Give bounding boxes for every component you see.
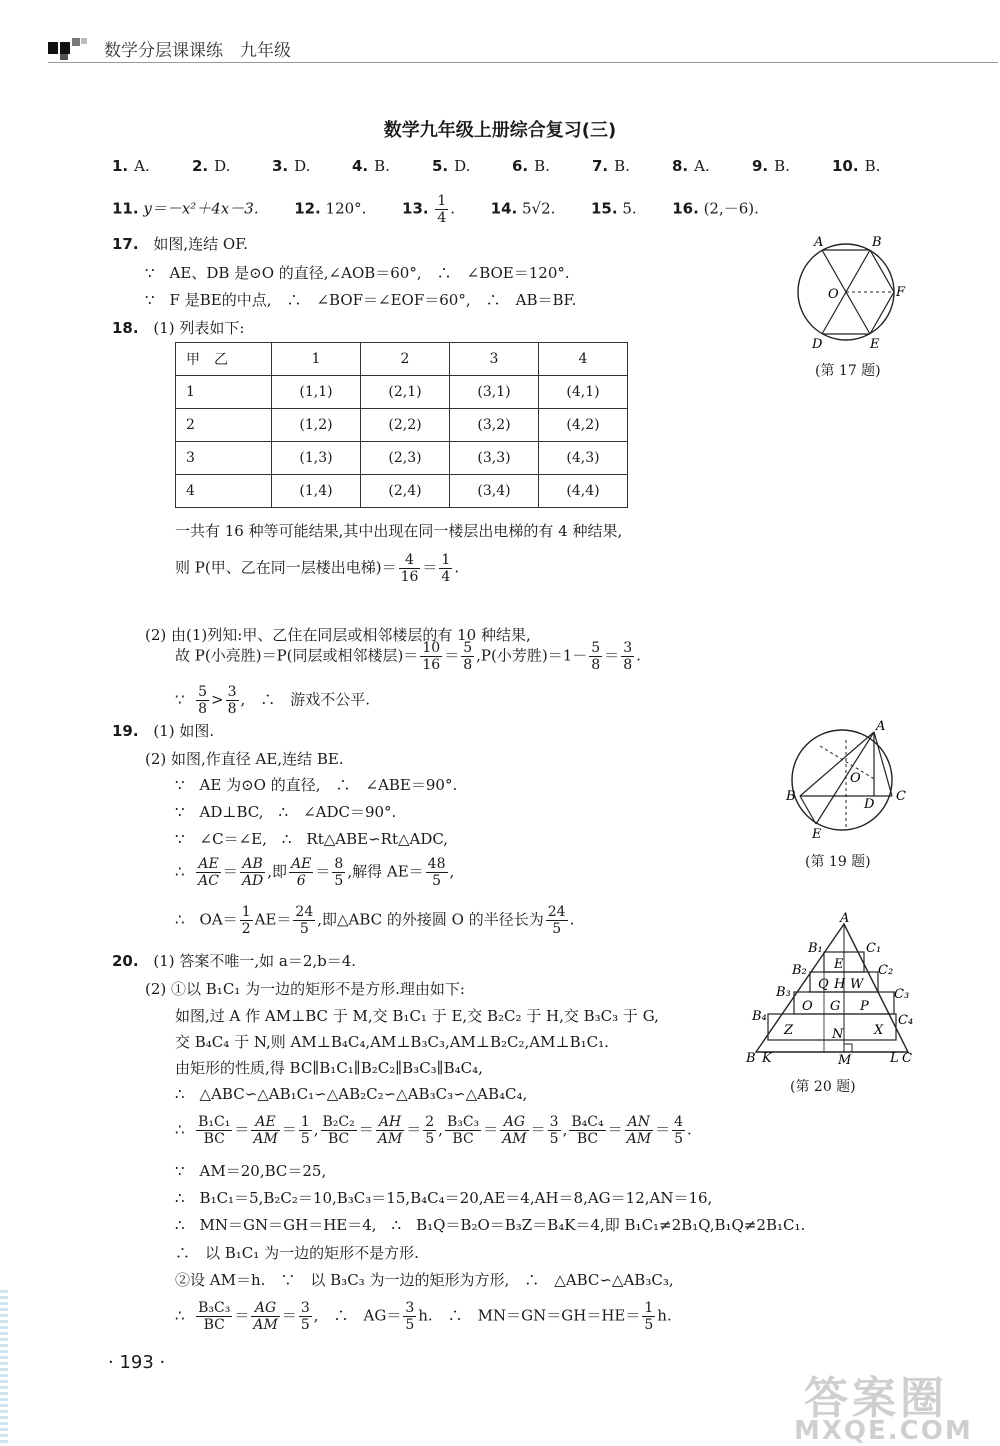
q20-line-5: 由矩形的性质,得 BC∥B₁C₁∥B₂C₂∥B₃C₃∥B₄C₄, [175, 1059, 483, 1077]
table-header-cell: 甲 乙 [176, 343, 272, 376]
q17-label-O: O [828, 287, 839, 302]
table-cell: (2,2) [361, 409, 450, 442]
table-header-row [176, 343, 628, 376]
table-cell: (3,4) [450, 475, 539, 508]
table-cell: 1 [176, 376, 272, 409]
q15-number: 15. [590, 199, 618, 218]
page-number: · 193 · [108, 1352, 166, 1373]
header-title: 数学分层课课练 九年级 [104, 41, 291, 61]
q18-line-2: 一共有 16 种等可能结果,其中出现在同一楼层出电梯的有 4 种结果, [175, 522, 623, 540]
q20-label-Z: Z [784, 1023, 794, 1038]
q11-answer: y＝－x²＋4x－3. [143, 199, 259, 218]
q20-label-C: C [902, 1051, 912, 1066]
q20-label-H: H [834, 977, 846, 992]
q20-label-B4: B₄ [752, 1009, 767, 1024]
watermark-logo: 答案圈 MXQE.COM [794, 1373, 973, 1446]
table-cell: (1,3) [272, 442, 361, 475]
q18-line-6: 故 P(小亮胜)＝P(同层或相邻楼层)＝ $\frac{10}{16}$ ＝ $\frac{5}{8}$ ,P(小芳胜)＝1－ $\frac{5}{8}$ ＝ $\frac{3}{8}$ . [175, 640, 641, 673]
q17-line-1: 17. 如图,连结 OF. [112, 235, 249, 253]
q20-figure-triangle [742, 912, 922, 1070]
answer-5: 5. D. [432, 157, 471, 175]
q18-line-4: (2) 由(1)列知:甲、乙住在同层或相邻楼层的有 10 种结果, [145, 626, 531, 644]
table-cell: (2,1) [361, 376, 450, 409]
q20-line-12: ②设 AM＝h. ∵ 以 B₃C₃ 为一边的矩形为方形, ∴ △ABC∽△AB₃C₃, [175, 1271, 674, 1289]
q20-line-2: (2) ①以 B₁C₁ 为一边的矩形不是方形.理由如下: [145, 980, 465, 998]
q18-line-1: 18. (1) 列表如下: [112, 319, 245, 337]
q20-label-N: N [832, 1027, 844, 1042]
q19-label-O: O [850, 771, 861, 786]
q20-label-Q: Q [818, 977, 829, 992]
q20-label-K: K [762, 1051, 772, 1066]
book-logo-icon [48, 36, 98, 62]
answer-1: 1. A. [112, 157, 150, 175]
q16-answer: (2,－6). [703, 199, 759, 218]
q20-label-A: A [840, 912, 850, 926]
q14-number: 14. [490, 199, 518, 218]
table-row [176, 376, 628, 409]
q20-line-11: ∴ 以 B₁C₁ 为一边的矩形不是方形. [175, 1244, 419, 1262]
q19-line-6: ∴ $\frac{AE}{AC}$ ＝ $\frac{AB}{AD}$ ,即 $\frac{AE}{6}$ ＝ $\frac{8}{5}$ ,解得 AE＝ $\frac{48}{5}$ , [175, 856, 455, 889]
table-cell: (3,1) [450, 376, 539, 409]
q20-label-C1: C₁ [866, 941, 882, 956]
q20-label-G: G [830, 999, 841, 1014]
q20-label-C2: C₂ [878, 963, 894, 978]
q20-label-M: M [838, 1053, 852, 1068]
table-cell: (4,4) [539, 475, 628, 508]
answer-6: 6. B. [512, 157, 550, 175]
table-cell: 2 [176, 409, 272, 442]
q19-label-A: A [876, 719, 886, 734]
page-edge-strip [0, 1290, 8, 1446]
answer-2: 2. D. [192, 157, 231, 175]
answer-row-2: 11. y＝－x²＋4x－3. 12. 120°. 13. $\frac{1}{4}$ . 14. 5√2. 15. 5. 16. (2,－6). [112, 193, 759, 226]
q19-label-B: B [786, 789, 796, 804]
q17-label-F: F [896, 285, 906, 300]
q19-caption: (第 19 题) [805, 854, 871, 870]
q17-label-A: A [814, 235, 824, 250]
table-cell: 4 [176, 475, 272, 508]
q18-outcome-table [175, 342, 628, 508]
answer-row-1 [112, 157, 884, 175]
q19-number: 19. [112, 722, 139, 740]
page-title: 数学九年级上册综合复习(三) [383, 120, 617, 141]
q12-answer: 120°. [325, 199, 367, 218]
q17-label-B: B [872, 235, 882, 250]
q13-number: 13. [402, 199, 429, 218]
answer-4: 4. B. [352, 157, 390, 175]
q14-answer: 5√2. [522, 199, 556, 218]
header-rule [48, 62, 998, 63]
table-row [176, 442, 628, 475]
q19-figure-circle [780, 716, 910, 846]
table-row [176, 409, 628, 442]
q17-figure-circle [788, 230, 918, 360]
table-cell: 3 [176, 442, 272, 475]
q19-line-7: ∴ OA＝ $\frac{1}{2}$ AE＝ $\frac{24}{5}$ ,即△ABC 的外接圆 O 的半径长为 $\frac{24}{5}$ . [175, 904, 575, 937]
q20-label-X: X [874, 1023, 884, 1038]
table-header-cell: 3 [450, 343, 539, 376]
q19-line-2: (2) 如图,作直径 AE,连结 BE. [145, 750, 344, 768]
q15-answer: 5. [622, 199, 637, 218]
q18-line-7: ∵ $\frac{5}{8}$ > $\frac{3}{8}$ , ∴ 游戏不公平. [175, 684, 371, 717]
answer-7: 7. B. [592, 157, 630, 175]
q20-line-13: ∴ $\frac{\text{B₃C₃}}{BC}$ ＝ $\frac{AG}{AM}$ ＝ $\frac{3}{5}$ , ∴ AG＝ $\frac{3}{5}$ h. ∴ MN＝GN＝GH＝HE＝ $\frac{1}{5}$ h. [175, 1300, 672, 1333]
table-cell: (2,3) [361, 442, 450, 475]
q20-label-L: L [890, 1051, 899, 1066]
q19-line-5: ∵ ∠C＝∠E, ∴ Rt△ABE∽Rt△ADC, [175, 830, 449, 848]
q20-line-10: ∴ MN＝GN＝GH＝HE＝4, ∴ B₁Q＝B₂O＝B₃Z＝B₄K＝4,即 B₁C₁≠2B₁Q,B₁Q≠2B₁C₁. [175, 1216, 806, 1234]
table-cell: (4,3) [539, 442, 628, 475]
q16-number: 16. [672, 199, 699, 218]
q11-number: 11. [112, 199, 139, 218]
q18-number: 18. [112, 319, 139, 337]
q20-line-4: 交 B₄C₄ 于 N,则 AM⊥B₄C₄,AM⊥B₃C₃,AM⊥B₂C₂,AM⊥B₁C₁. [175, 1033, 609, 1051]
q20-label-E: E [834, 957, 844, 972]
q18-line-3: 则 P(甲、乙在同一层楼出电梯)＝ $\frac{4}{16}$ ＝ $\frac{1}{4}$ . [175, 552, 460, 585]
q19-line-1: 19. (1) 如图. [112, 722, 215, 740]
q20-label-B: B [746, 1051, 756, 1066]
q20-caption: (第 20 题) [790, 1079, 856, 1095]
answer-9: 9. B. [752, 157, 790, 175]
table-cell: (3,2) [450, 409, 539, 442]
q19-line-3: ∵ AE 为⊙O 的直径, ∴ ∠ABE＝90°. [175, 776, 458, 794]
table-header-cell: 1 [272, 343, 361, 376]
q20-line-9: ∴ B₁C₁＝5,B₂C₂＝10,B₃C₃＝15,B₄C₄＝20,AE＝4,AH＝8,AG＝12,AN＝16, [175, 1189, 713, 1207]
table-cell: (1,2) [272, 409, 361, 442]
answer-8: 8. A. [672, 157, 710, 175]
q17-line-2: ∵ AE、DB 是⊙O 的直径,∠AOB＝60°, ∴ ∠BOE＝120°. [145, 264, 570, 282]
q13-answer: $\frac{1}{4}$ [437, 193, 447, 226]
table-row [176, 475, 628, 508]
table-cell: (1,4) [272, 475, 361, 508]
q20-line-8: ∵ AM＝20,BC＝25, [175, 1162, 327, 1180]
table-cell: (2,4) [361, 475, 450, 508]
q17-label-D: D [812, 337, 823, 352]
q12-number: 12. [294, 199, 321, 218]
table-cell: (4,2) [539, 409, 628, 442]
q20-line-6: ∴ △ABC∽△AB₁C₁∽△AB₂C₂∽△AB₃C₃∽△AB₄C₄, [175, 1085, 528, 1103]
q17-caption: (第 17 题) [815, 363, 881, 379]
q17-line-3: ∵ F 是BE的中点, ∴ ∠BOF＝∠EOF＝60°, ∴ AB＝BF. [145, 291, 577, 309]
q20-label-B2: B₂ [792, 963, 807, 978]
q19-label-E: E [812, 827, 822, 842]
q17-label-E: E [870, 337, 880, 352]
q20-label-W: W [850, 977, 864, 992]
q20-number: 20. [112, 952, 139, 970]
q20-line-7: ∴ $\frac{\text{B₁C₁}}{BC}$ ＝ $\frac{AE}{AM}$ ＝ $\frac{1}{5}$ , $\frac{\text{B₂C₂}}{BC}$ ＝ $\frac{AH}{AM}$ ＝ $\frac{2}{5}$ , $\frac{\text{B₃C₃}}{BC}$ ＝ $\frac{AG}{AM}$ ＝ $\frac{3}{5}$ , $\frac{\text{B₄C₄}}{BC}$ ＝ $\frac{AN}{AM}$ ＝ $\frac{4}{5}$ . [175, 1114, 692, 1147]
table-cell: (1,1) [272, 376, 361, 409]
q20-label-B3: B₃ [776, 985, 791, 1000]
q20-line-1: 20. (1) 答案不唯一,如 a＝2,b＝4. [112, 952, 357, 970]
q20-line-3: 如图,过 A 作 AM⊥BC 于 M,交 B₁C₁ 于 E,交 B₂C₂ 于 H,交 B₃C₃ 于 G, [175, 1007, 659, 1025]
q20-label-B1: B₁ [808, 941, 823, 956]
q20-label-P: P [860, 999, 869, 1014]
q20-label-C4: C₄ [898, 1013, 914, 1028]
table-cell: (3,3) [450, 442, 539, 475]
answer-10: 10. B. [832, 157, 881, 175]
answer-3: 3. D. [272, 157, 311, 175]
table-cell: (4,1) [539, 376, 628, 409]
q19-label-C: C [896, 789, 906, 804]
q19-line-4: ∵ AD⊥BC, ∴ ∠ADC＝90°. [175, 803, 397, 821]
q20-label-C3: C₃ [894, 987, 910, 1002]
q19-label-D: D [864, 797, 875, 812]
q17-number: 17. [112, 235, 139, 253]
table-header-cell: 4 [539, 343, 628, 376]
q20-label-O: O [802, 999, 813, 1014]
table-header-cell: 2 [361, 343, 450, 376]
